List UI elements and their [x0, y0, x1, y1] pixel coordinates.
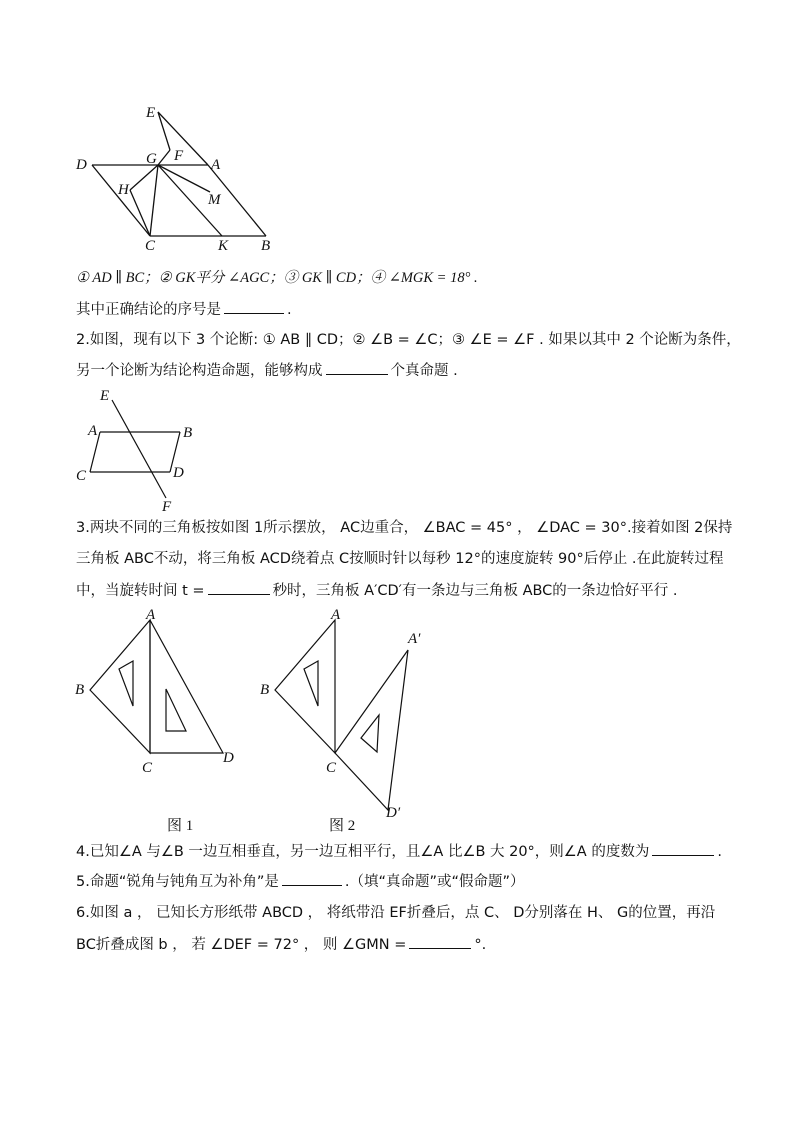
label-B: B [261, 238, 271, 254]
fig1-label-A: A [146, 607, 156, 623]
label-F: F [174, 148, 184, 164]
q4-answer-blank[interactable] [652, 840, 714, 856]
q4-text: 4.已知∠A 与∠B 一边互相垂直，另一边互相平行，且∠A 比∠B 大 20°，则∠A 的度数为 [76, 844, 650, 860]
label-G: G [146, 151, 157, 167]
q3-line1: 3.两块不同的三角板按如图 1所示摆放， AC边重合， ∠BAC = 45° ， ∠DAC = 30°.接着如图 2保持 [76, 520, 733, 536]
q6-line2-text: BC折叠成图 b ， 若 ∠DEF = 72° ， 则 ∠GMN = [76, 937, 407, 953]
q2-line2-end: 个真命题 . [390, 363, 458, 379]
label-D: D [76, 157, 87, 173]
label-C: C [145, 238, 156, 254]
q1-answer-blank[interactable] [224, 298, 284, 314]
q6-line2 [76, 933, 754, 956]
q5-end: .（填“真命题”或“假命题”） [344, 874, 525, 890]
fig1-label-D: D [223, 750, 234, 766]
label-D: D [173, 465, 184, 481]
q2-line1: 2.如图，现有以下 3 个论断: ① AB ∥ CD；② ∠B = ∠C；③ ∠E = ∠F . 如果以其中 2 个论断为条件， [76, 332, 741, 348]
q4-end: . [717, 844, 722, 860]
q4-line [76, 840, 754, 863]
q3-answer-blank[interactable] [208, 579, 270, 595]
caption-figure-1: 图 1 [167, 818, 194, 834]
q3-line2: 三角板 ABC不动，将三角板 ACD绕着点 C按顺时针以每秒 12°的速度旋转 90°后停止 .在此旋转过程 [76, 551, 724, 567]
label-F: F [162, 499, 172, 515]
fig1-label-B: B [75, 682, 85, 698]
q2-line2 [76, 359, 754, 382]
fig2-label-C: C [326, 760, 337, 776]
q2-line2-text: 另一个论断为结论构造命题，能够构成 [76, 363, 323, 379]
label-B: B [183, 425, 193, 441]
label-A: A [88, 423, 98, 439]
q3-line3 [76, 579, 754, 602]
label-E: E [146, 105, 156, 121]
q3-line3-text: 中，当旋转时间 t = [76, 583, 205, 599]
figure-q3 [70, 605, 450, 840]
label-C: C [76, 468, 87, 484]
caption-figure-2: 图 2 [329, 818, 356, 834]
fig2-label-A-prime: A′ [408, 631, 421, 647]
q1-prompt-end: . [287, 302, 292, 318]
label-E: E [100, 388, 110, 404]
figure-q2 [70, 385, 210, 515]
fig2-label-B: B [260, 682, 270, 698]
label-K: K [218, 238, 229, 254]
q6-line1: 6.如图 a ， 已知长方形纸带 ABCD ， 将纸带沿 EF折叠后，点 C、 D分别落在 H、 G的位置，再沿 [76, 905, 716, 921]
q3-line3-end: 秒时，三角板 A′CD′有一条边与三角板 ABC的一条边恰好平行 . [272, 583, 678, 599]
q1-conclusions: ① AD ∥ BC；② GK平分 ∠AGC；③ GK ∥ CD；④ ∠MGK = 18° . [76, 270, 478, 286]
label-M: M [208, 192, 221, 208]
fig2-label-A: A [331, 607, 341, 623]
q5-text: 5.命题“锐角与钝角互为补角”是 [76, 874, 279, 890]
q1-prompt [76, 298, 754, 321]
q6-line2-end: °. [474, 937, 487, 953]
fig2-label-D-prime: D′ [386, 805, 401, 821]
fig1-label-C: C [142, 760, 153, 776]
label-A: A [211, 157, 221, 173]
label-H: H [118, 182, 129, 198]
q1-prompt-text: 其中正确结论的序号是 [76, 302, 221, 318]
q2-answer-blank[interactable] [326, 359, 388, 375]
q5-line [76, 870, 754, 893]
q6-answer-blank[interactable] [409, 933, 471, 949]
figure-q1 [70, 100, 290, 260]
q5-answer-blank[interactable] [282, 870, 342, 886]
